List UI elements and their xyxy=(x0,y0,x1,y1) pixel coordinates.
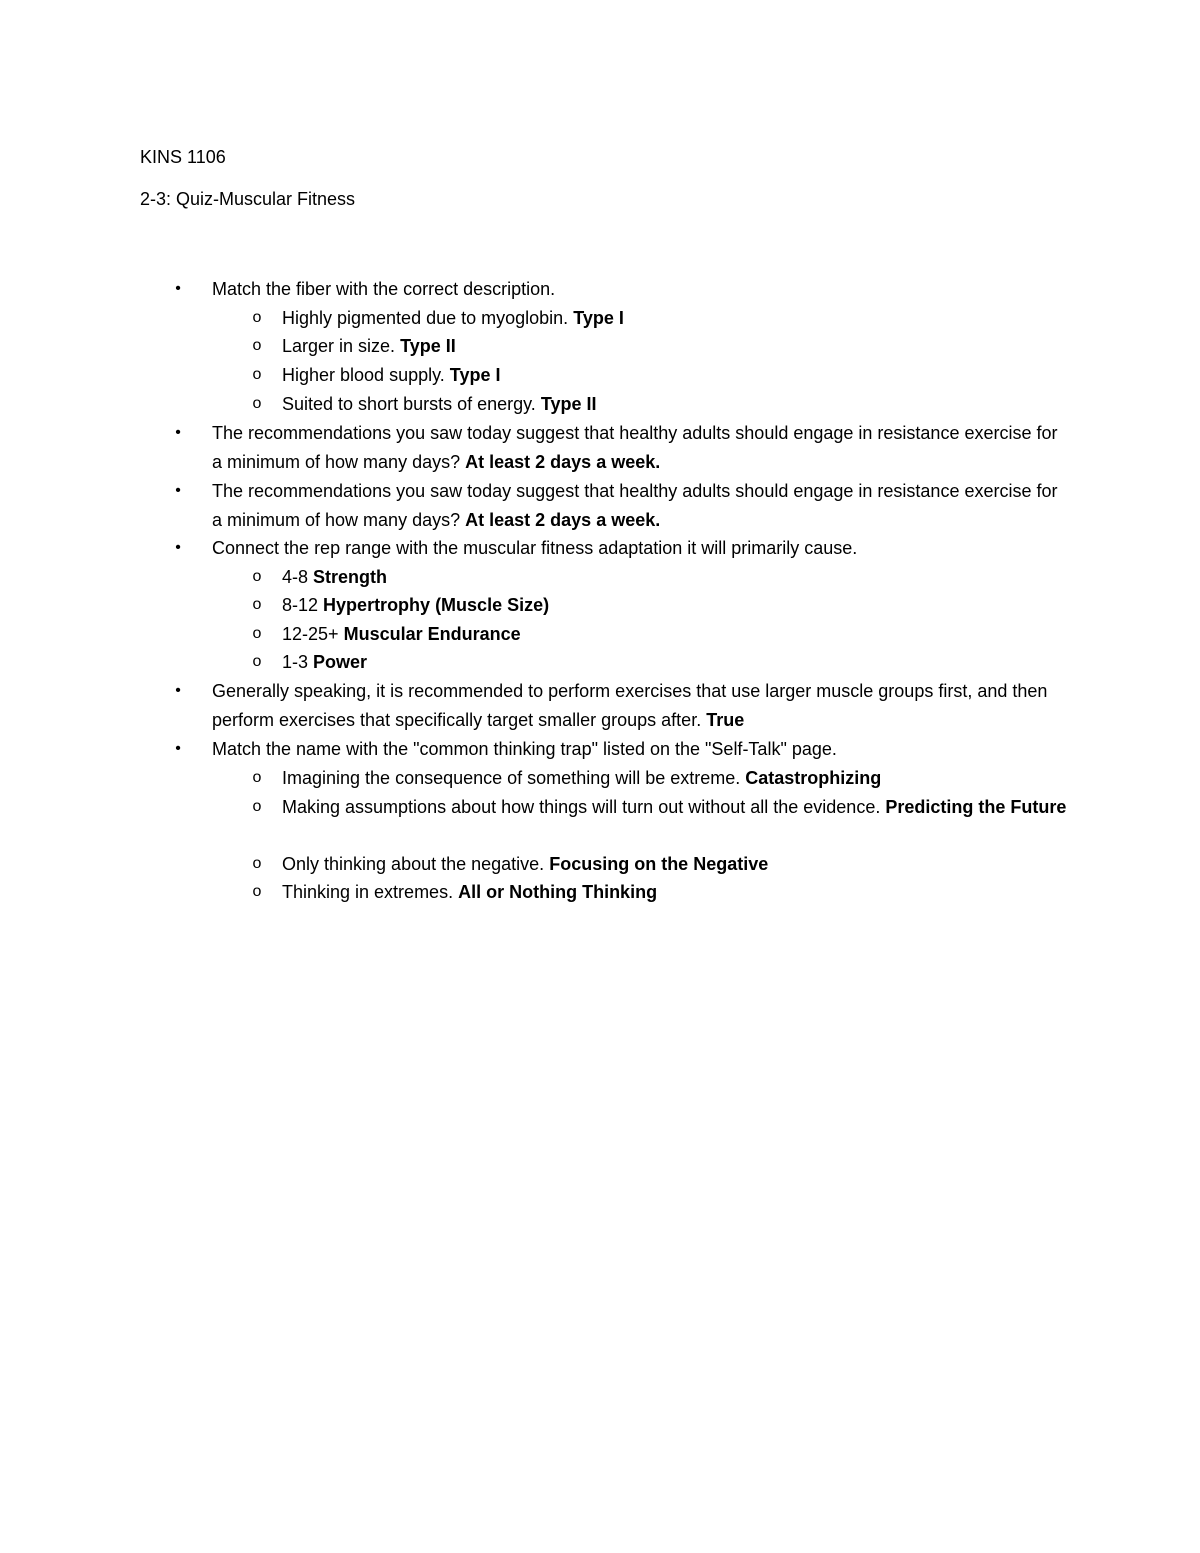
question-3 xyxy=(212,477,1072,534)
sub-bullet-icon: o xyxy=(252,596,262,613)
sub-bullet-icon: o xyxy=(252,769,262,786)
sub-bullet-icon: o xyxy=(252,309,262,326)
item-answer: Predicting the Future xyxy=(885,797,1067,817)
item-answer: Type II xyxy=(540,394,597,414)
item-answer: Type II xyxy=(400,336,456,356)
answer-item xyxy=(282,591,1072,620)
item-text: Higher blood supply. xyxy=(282,365,445,385)
question-text: Match the fiber with the correct description. xyxy=(212,279,556,299)
sub-bullet-icon: o xyxy=(252,395,262,412)
bullet-icon: • xyxy=(175,424,181,441)
bullet-icon: • xyxy=(175,482,181,499)
answer-item xyxy=(282,563,1072,592)
question-4 xyxy=(212,534,1072,563)
item-answer: Strength xyxy=(313,567,388,587)
item-text: Larger in size. xyxy=(282,336,396,356)
sub-bullet-icon: o xyxy=(252,883,262,900)
bullet-icon: • xyxy=(175,539,181,556)
answer-item xyxy=(282,764,1072,793)
item-answer: Focusing on the Negative xyxy=(549,854,769,874)
sub-bullet-icon: o xyxy=(252,855,262,872)
course-code: KINS 1106 xyxy=(140,147,226,167)
bullet-icon: • xyxy=(175,740,181,757)
item-text: Thinking in extremes. xyxy=(282,882,454,902)
sub-bullet-icon: o xyxy=(252,625,262,642)
item-text: Making assumptions about how things will turn out without all the evidence. xyxy=(282,797,881,817)
question-6 xyxy=(212,735,1072,764)
bullet-icon: • xyxy=(175,280,181,297)
item-text: 1-3 xyxy=(282,652,309,672)
sub-bullet-icon: o xyxy=(252,337,262,354)
item-answer: Type I xyxy=(573,308,624,328)
item-answer: All or Nothing Thinking xyxy=(458,882,658,902)
question-answer: At least 2 days a week. xyxy=(465,509,661,530)
item-answer: Hypertrophy (Muscle Size) xyxy=(323,595,550,615)
answer-item xyxy=(282,878,1072,907)
answer-item xyxy=(282,648,1072,677)
question-5 xyxy=(212,677,1072,734)
item-answer: Muscular Endurance xyxy=(343,624,521,644)
bullet-icon: • xyxy=(175,682,181,699)
item-text: Imagining the consequence of something will be extreme. xyxy=(282,768,741,788)
item-text: Highly pigmented due to myoglobin. xyxy=(282,308,569,328)
item-answer: Type I xyxy=(449,365,501,385)
answer-item xyxy=(282,304,1072,333)
sub-bullet-icon: o xyxy=(252,366,262,383)
question-answer: True xyxy=(706,709,745,730)
item-text: Only thinking about the negative. xyxy=(282,854,545,874)
question-text: The recommendations you saw today suggest that healthy adults should engage in resistance exercise for a minimum of how many days? xyxy=(212,481,1058,530)
item-text: 8-12 xyxy=(282,595,319,615)
item-text: Suited to short bursts of energy. xyxy=(282,394,536,414)
item-text: 12-25+ xyxy=(282,624,339,644)
question-text: Connect the rep range with the muscular fitness adaptation it will primarily cause. xyxy=(212,538,858,558)
item-answer: Power xyxy=(313,652,368,672)
question-answer: At least 2 days a week. xyxy=(465,451,661,472)
answer-item xyxy=(282,390,1072,419)
sub-bullet-icon: o xyxy=(252,568,262,585)
answer-item xyxy=(282,850,1072,879)
sub-bullet-icon: o xyxy=(252,798,262,815)
answer-item xyxy=(282,361,1072,390)
quiz-title: 2-3: Quiz-Muscular Fitness xyxy=(140,189,356,209)
answer-item xyxy=(282,793,1072,822)
question-text: The recommendations you saw today suggest that healthy adults should engage in resistance exercise for a minimum of how many days? xyxy=(212,423,1058,472)
item-answer: Catastrophizing xyxy=(745,768,882,788)
item-text: 4-8 xyxy=(282,567,309,587)
question-text: Generally speaking, it is recommended to perform exercises that use larger muscle groups first, and then perform exercises that specifically target smaller groups after. xyxy=(212,681,1048,730)
sub-bullet-icon: o xyxy=(252,653,262,670)
question-2 xyxy=(212,419,1072,476)
question-1 xyxy=(212,275,1072,304)
answer-item xyxy=(282,620,1072,649)
answer-item xyxy=(282,332,1072,361)
question-text: Match the name with the "common thinking trap" listed on the "Self-Talk" page. xyxy=(212,739,837,759)
